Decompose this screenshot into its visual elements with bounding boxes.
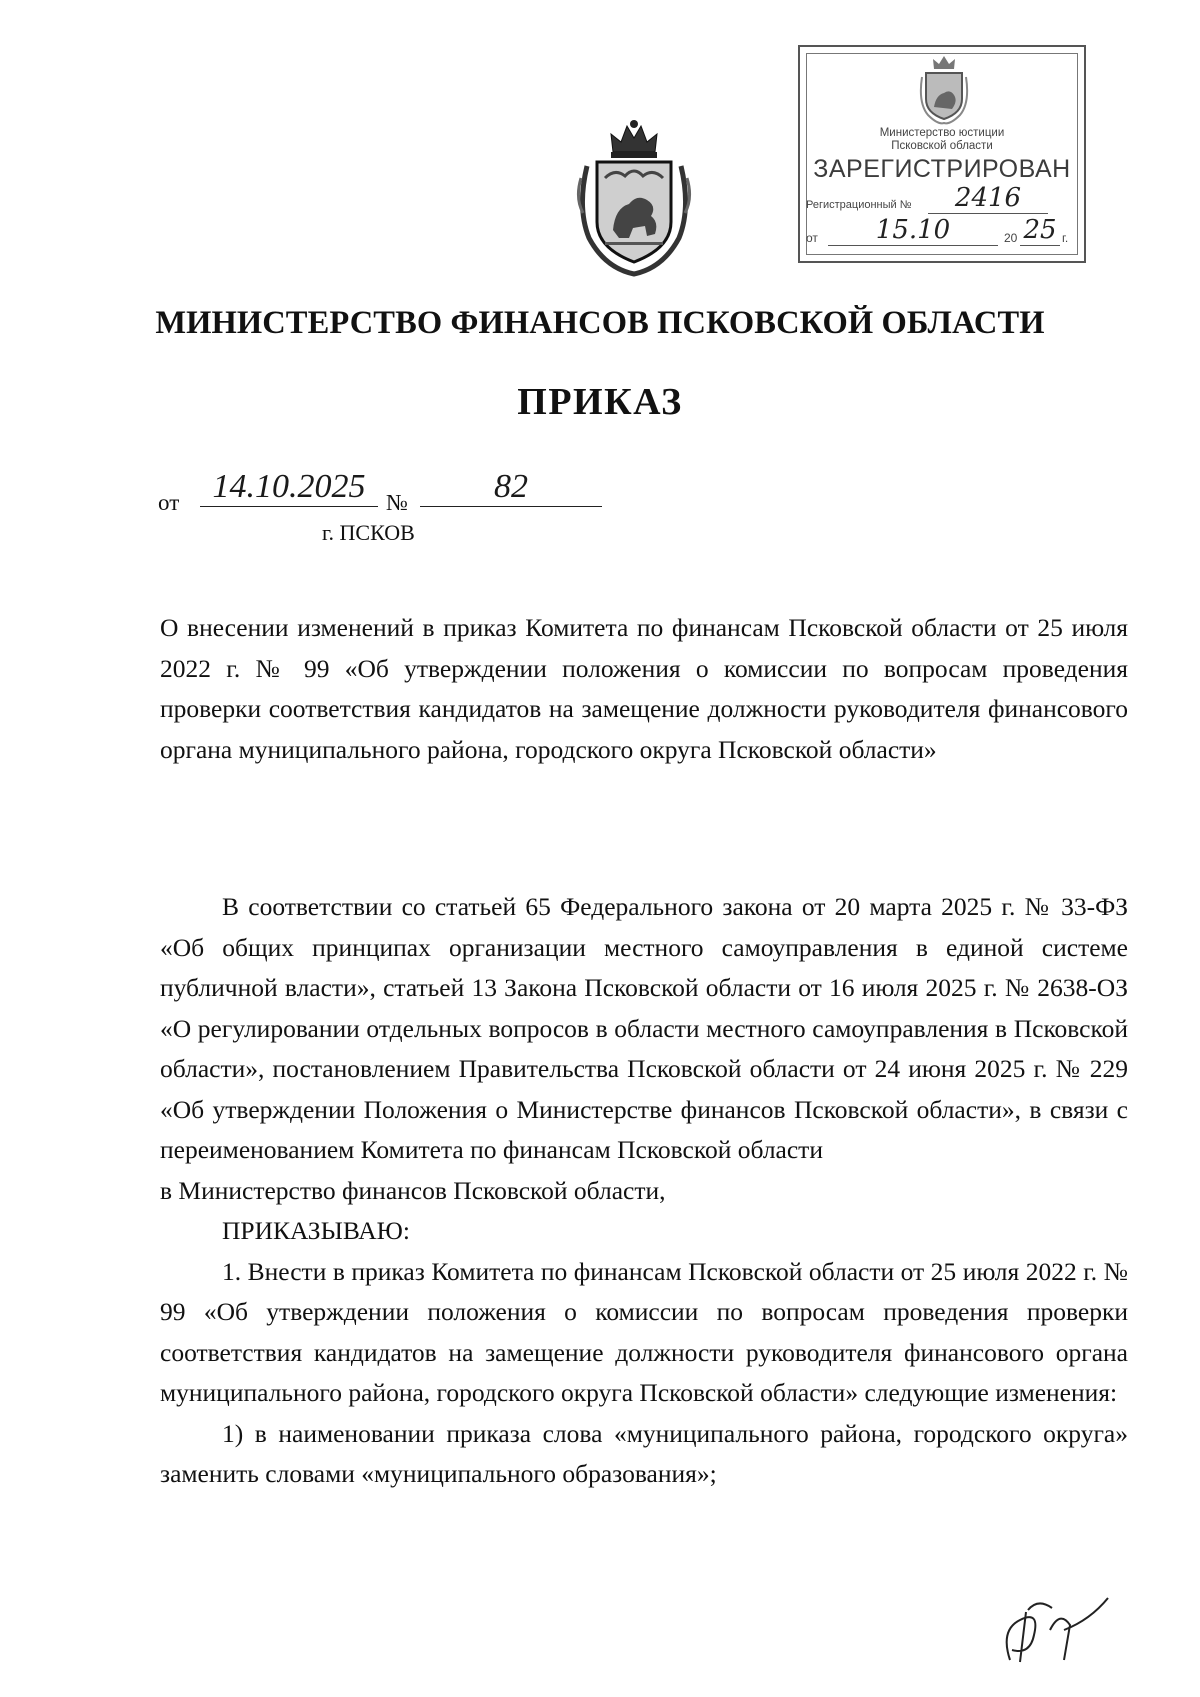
stamp-regno-value: 2416	[928, 183, 1048, 214]
document-type-title: ПРИКАЗ	[517, 381, 683, 423]
order-subject	[160, 608, 1128, 770]
order-city: г. ПСКОВ	[322, 520, 415, 545]
stamp-from-label: от	[806, 231, 818, 245]
ministry-title: МИНИСТЕРСТВО ФИНАНСОВ ПСКОВСКОЙ ОБЛАСТИ	[155, 305, 1045, 341]
subject-text: О внесении изменений в приказ Комитета по финансам Псковской области от 25 июля 2022 г. № 99 «Об утверждении положения о комиссии по вопросам проведения проверки соответствия кандидатов на замещение должности руководителя финансового органа муниципального района, городского округа Псковской области»	[160, 613, 1128, 764]
signature-initials	[990, 1590, 1120, 1670]
coat-of-arms-emblem	[575, 118, 693, 278]
item-1: 1. Внести в приказ Комитета по финансам Псковской области от 25 июля 2022 г. № 99 «Об утверждении положения о комиссии по вопросам проведения проверки соответствия кандидатов на замещение должности руководителя финансового органа муниципального района, городского округа Псковской области» следующие изменения:	[160, 1256, 1128, 1407]
preamble-last-line: в Министерство финансов Псковской области,	[160, 1175, 666, 1205]
order-number-label: №	[386, 490, 408, 515]
stamp-status: ЗАРЕГИСТРИРОВАН	[813, 155, 1071, 183]
stamp-from-date: 15.10	[828, 215, 998, 246]
stamp-region-line: Псковской области	[891, 140, 993, 152]
stamp-emblem-icon	[918, 53, 970, 125]
order-word: ПРИКАЗЫВАЮ:	[222, 1216, 410, 1245]
order-number: 82	[420, 468, 602, 507]
order-body	[160, 887, 1128, 1495]
stamp-year-suffix: г.	[1062, 231, 1069, 245]
order-from-label: от	[158, 490, 180, 515]
stamp-ministry-line: Министерство юстиции	[879, 127, 1005, 139]
item-1-subitem-1: 1) в наименовании приказа слова «муниципального района, городского округа» заменить словами «муниципального образования»;	[160, 1418, 1128, 1488]
registration-stamp	[798, 45, 1086, 263]
stamp-year-prefix: 20	[1004, 231, 1018, 245]
preamble-paragraph: В соответствии со статьей 65 Федерального закона от 20 марта 2025 г. № 33-ФЗ «Об общих принципах организации местного самоуправления в единой системе публичной власти», статьей 13 Закона Псковской области от 16 июля 2025 г. № 2638-ОЗ «О регулировании отдельных вопросов в области местного самоуправления в Псковской области», постановлением Правительства Псковской области от 24 июня 2025 г. № 229 «Об утверждении Положения о Министерстве финансов Псковской области», в связи с переименованием Комитета по финансам Псковской области	[160, 892, 1128, 1164]
stamp-ministry-text	[800, 127, 1084, 153]
order-date: 14.10.2025	[200, 468, 378, 507]
stamp-regno-label: Регистрационный №	[806, 199, 912, 211]
stamp-year-value: 25	[1020, 215, 1060, 246]
